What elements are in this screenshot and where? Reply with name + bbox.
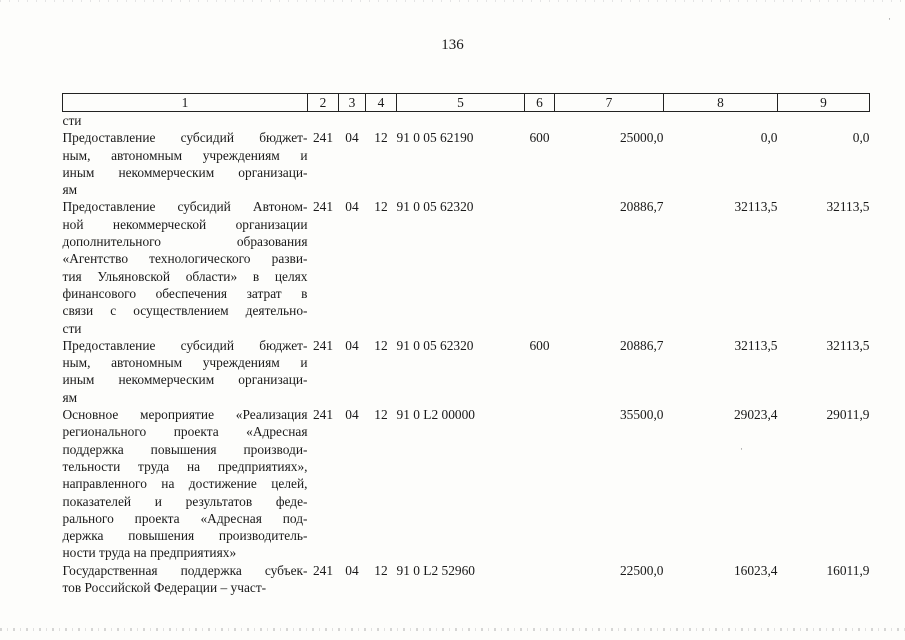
col-7-amount: 25000,0 [619, 130, 664, 146]
row-name-line: показателей и результатов феде- [62, 493, 308, 509]
row-name-cell [63, 562, 308, 597]
header-col-4: 4 [366, 94, 397, 112]
col-3-section: 04 [345, 407, 359, 423]
budget-table [62, 93, 870, 596]
row-name-line: ной некоммерческой организации [62, 216, 308, 232]
continuation-text: сти [62, 113, 82, 128]
row-name-line: Предоставление субсидий бюджет- [62, 337, 308, 353]
row-name-line: тов Российской Федерации – участ- [62, 580, 267, 596]
col-5-target-article: 91 0 05 62320 [396, 337, 474, 353]
row-name-line: Государственная поддержка субъек- [62, 562, 308, 578]
col-3-section: 04 [345, 562, 359, 578]
col-7-amount: 20886,7 [619, 199, 664, 215]
row-name-line: сти [62, 320, 82, 336]
col-6-expense-type [525, 562, 555, 597]
col-8-amount: 32113,5 [734, 199, 778, 215]
row-name-cell [63, 406, 308, 562]
table-row [63, 198, 870, 336]
col-5-target-article: 91 0 L2 52960 [396, 562, 475, 578]
scan-noise-bottom [0, 628, 905, 631]
row-name-line: тельности труда на предприятиях», [62, 458, 308, 474]
col-6-expense-type: 600 [529, 337, 550, 353]
row-name-line: ным, автономным учреждениям и [62, 147, 308, 163]
col-4-subsection: 12 [374, 199, 388, 215]
row-name-line: ям [62, 389, 78, 405]
scan-speck: · [740, 444, 743, 454]
col-8-amount: 0,0 [760, 130, 778, 146]
scan-noise-top [0, 0, 905, 2]
table-row [63, 406, 870, 562]
row-name-line: направленного на достижение целей, [62, 476, 308, 492]
row-name-line: ным, автономным учреждениям и [62, 355, 308, 371]
col-9-amount: 32113,5 [826, 337, 870, 353]
col-7-amount: 22500,0 [619, 562, 664, 578]
row-name-line: держка повышения производитель- [62, 528, 308, 544]
col-7-amount: 35500,0 [619, 407, 664, 423]
col-3-section: 04 [345, 337, 359, 353]
col-6-expense-type [525, 406, 555, 562]
row-name-cell [63, 129, 308, 198]
table-row [63, 129, 870, 198]
col-5-target-article: 91 0 L2 00000 [396, 407, 475, 423]
col-9-amount: 16011,9 [826, 562, 870, 578]
row-name-line: Основное мероприятие «Реализация [62, 407, 308, 423]
scan-speck: · [888, 14, 891, 24]
continuation-row [63, 112, 870, 130]
col-4-subsection: 12 [374, 130, 388, 146]
header-row [63, 94, 870, 112]
row-name-line: ям [62, 182, 78, 198]
col-7-amount: 20886,7 [619, 337, 664, 353]
row-name-line: тия Ульяновской области» в целях [62, 268, 308, 284]
header-col-9: 9 [778, 94, 870, 112]
col-3-section: 04 [345, 130, 359, 146]
header-col-5: 5 [397, 94, 525, 112]
row-name-line: «Агентство технологического разви- [62, 251, 308, 267]
col-8-amount: 16023,4 [733, 562, 778, 578]
row-name-line: Предоставление субсидий Автоном- [62, 199, 308, 215]
row-name-line: дополнительного образования [62, 234, 308, 250]
col-2-code: 241 [312, 562, 334, 578]
col-2-code: 241 [312, 130, 334, 146]
row-name-cell [63, 198, 308, 336]
col-8-amount: 29023,4 [733, 407, 778, 423]
col-5-target-article: 91 0 05 62190 [396, 130, 474, 146]
row-name-cell [63, 337, 308, 406]
col-4-subsection: 12 [374, 337, 388, 353]
table-row [63, 337, 870, 406]
row-name-line: связи с осуществлением деятельно- [62, 303, 308, 319]
col-2-code: 241 [312, 199, 334, 215]
col-8-amount: 32113,5 [734, 337, 778, 353]
col-6-expense-type [525, 198, 555, 336]
row-name-line: регионального проекта «Адресная [62, 424, 308, 440]
header-col-7: 7 [555, 94, 664, 112]
row-name-line: иным некоммерческим организаци- [62, 164, 308, 180]
col-9-amount: 0,0 [852, 130, 870, 146]
header-col-6: 6 [525, 94, 555, 112]
col-6-expense-type: 600 [529, 130, 550, 146]
row-name-line: иным некоммерческим организаци- [62, 372, 308, 388]
header-col-8: 8 [664, 94, 778, 112]
col-4-subsection: 12 [374, 407, 388, 423]
col-9-amount: 32113,5 [826, 199, 870, 215]
page-number: 136 [441, 37, 464, 53]
col-5-target-article: 91 0 05 62320 [396, 199, 474, 215]
table-row [63, 562, 870, 597]
row-name-line: Предоставление субсидий бюджет- [62, 130, 308, 146]
row-name-line: ности труда на предприятиях» [62, 545, 237, 561]
col-4-subsection: 12 [374, 562, 388, 578]
col-2-code: 241 [312, 337, 334, 353]
header-col-2: 2 [308, 94, 339, 112]
header-col-1: 1 [63, 94, 308, 112]
row-name-line: поддержка повышения производи- [62, 441, 308, 457]
col-2-code: 241 [312, 407, 334, 423]
row-name-line: финансового обеспечения затрат в [62, 285, 308, 301]
col-9-amount: 29011,9 [826, 407, 870, 423]
header-col-3: 3 [339, 94, 366, 112]
row-name-line: рального проекта «Адресная под- [62, 510, 308, 526]
col-3-section: 04 [345, 199, 359, 215]
